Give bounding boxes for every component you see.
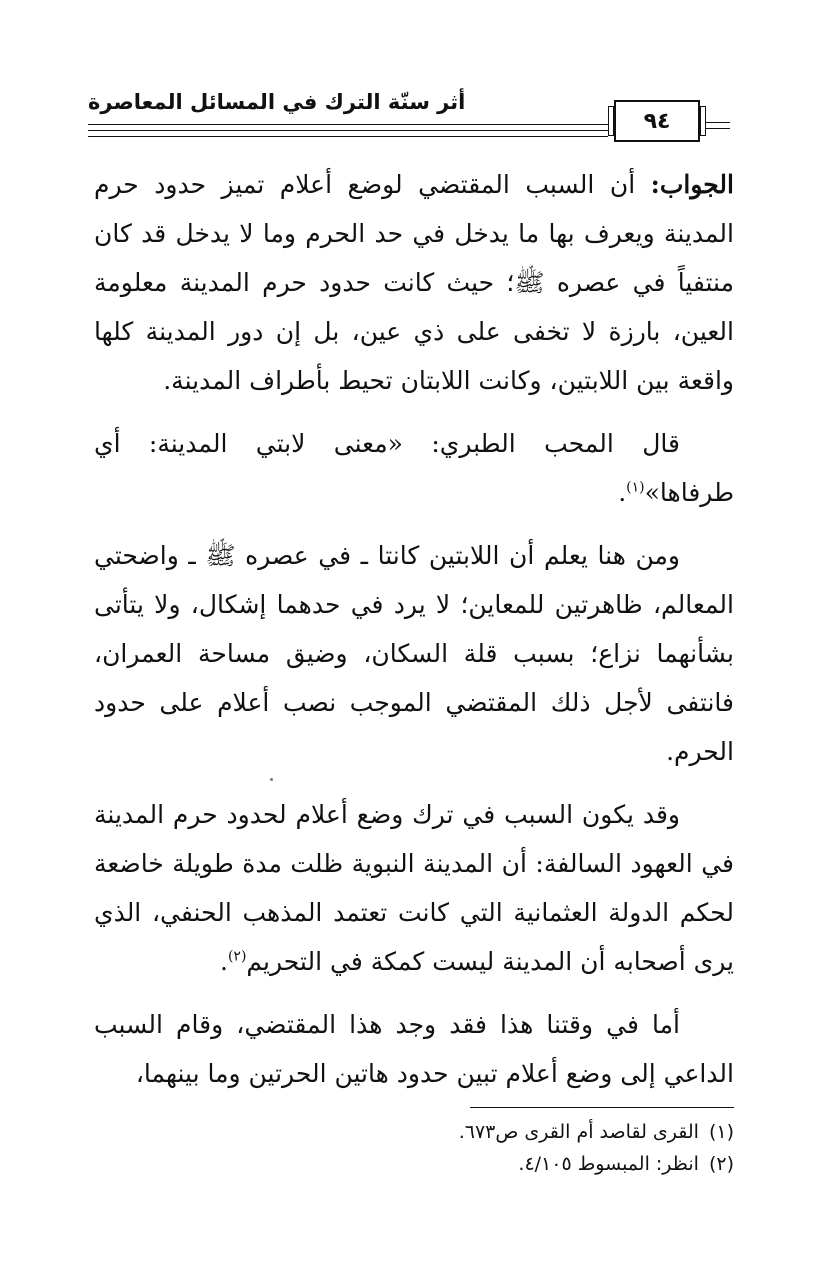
paragraph-text: ومن هنا يعلم أن اللابتين كانتا ـ في عصره ﷺ ـ واضحتي المعالم، ظاهرتين للمعاين؛ لا يرد في حدهما إشكال، ولا يتأتى بشأنهما نزاع؛ بسبب قلة السكان، وضيق مساحة العمران، فانتفى لأجل ذلك المقتضي الموجب نصب أعلام على حدود الحرم.	[94, 541, 734, 766]
footnote-text: القرى لقاصد أم القرى ص٦٧٣.	[458, 1121, 699, 1143]
footnote-separator	[470, 1107, 734, 1108]
paragraph-text: أما في وقتنا هذا فقد وجد هذا المقتضي، وقام السبب الداعي إلى وضع أعلام تبين حدود هاتين الحرتين وما بينهما،	[94, 1010, 734, 1088]
footnote-text: انظر: المبسوط ٤/١٠٥.	[518, 1153, 699, 1175]
print-speck	[270, 778, 273, 781]
header-rule	[88, 136, 608, 137]
page-number-box	[614, 100, 700, 142]
paragraph	[94, 790, 734, 986]
paragraph-tail: .	[618, 478, 627, 507]
paragraph	[94, 1000, 734, 1098]
footnotes	[94, 1116, 734, 1180]
paragraph-tail: .	[219, 947, 228, 976]
header-rule	[88, 130, 608, 131]
paragraph-text: أن السبب المقتضي لوضع أعلام تميز حدود حرم المدينة ويعرف بها ما يدخل في حد الحرم وما لا يدخل قد كان منتفياً في عصره ﷺ؛ حيث كانت حدود حرم المدينة معلومة العين، بارزة لا تخفى على ذي عين، بل إن دور المدينة كلها واقعة بين اللابتين، وكانت اللابتان تحيط بأطراف المدينة.	[94, 170, 734, 395]
running-header-title: أثر سنّة الترك في المسائل المعاصرة	[88, 90, 466, 114]
header-rule	[88, 124, 608, 125]
paragraph-quote	[94, 419, 734, 517]
footnote-number: (١)	[708, 1121, 734, 1143]
page-number: ٩٤	[643, 108, 671, 134]
running-header	[88, 84, 730, 144]
paragraph	[94, 531, 734, 776]
header-side-rule	[706, 122, 730, 123]
main-text	[94, 160, 734, 1112]
paragraph-text: قال المحب الطبري: «معنى لابتي المدينة: أي طرفاها»	[94, 429, 734, 507]
answer-label: الجواب:	[650, 170, 734, 199]
header-side-rule	[706, 128, 730, 129]
footnote-number: (٢)	[708, 1153, 734, 1175]
footnote-item	[94, 1148, 734, 1180]
footnote-item	[94, 1116, 734, 1148]
footnote-ref[interactable]: (١)	[626, 479, 645, 496]
footnote-ref[interactable]: (٢)	[227, 948, 247, 965]
paragraph-text: وقد يكون السبب في ترك وضع أعلام لحدود حرم المدينة في العهود السالفة: أن المدينة النبوية ظلت مدة طويلة خاضعة لحكم الدولة العثمانية التي كانت تعتمد المذهب الحنفي، الذي يرى أصحابه أن المدينة ليست كمكة في التحريم	[94, 800, 734, 976]
paragraph-answer	[94, 160, 734, 405]
